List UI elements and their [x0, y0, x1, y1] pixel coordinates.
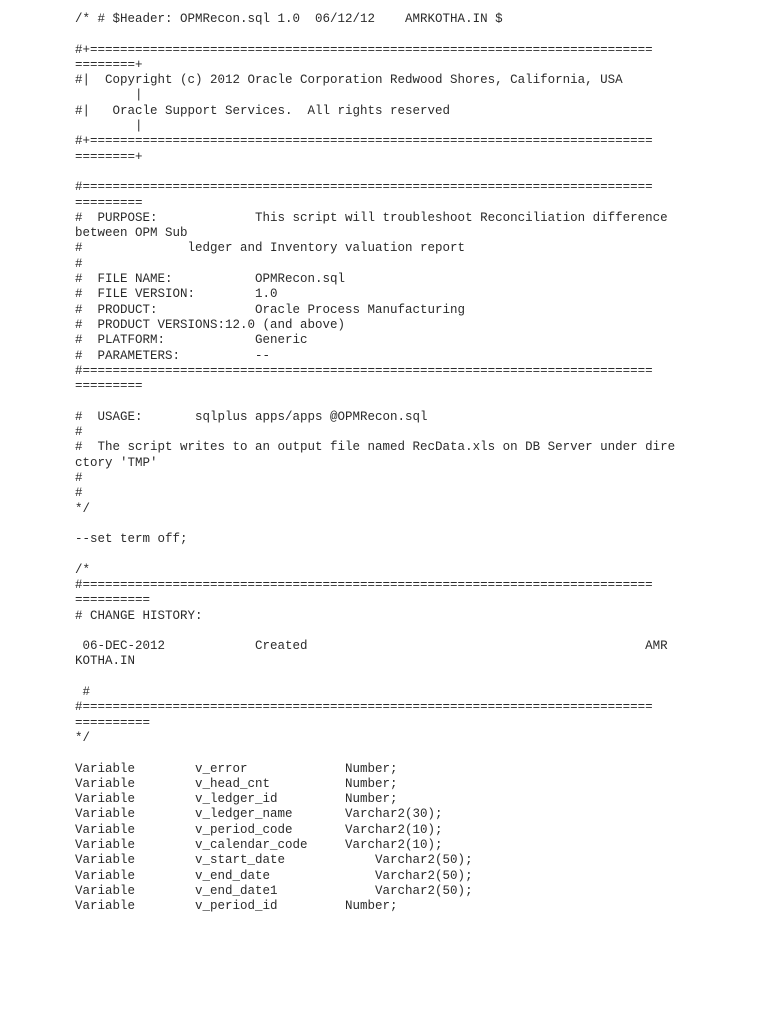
code-line: # PRODUCT VERSIONS:12.0 (and above)	[75, 317, 346, 332]
code-line: Variable v_ledger_id Number;	[75, 792, 398, 807]
code-line	[75, 394, 675, 409]
code-line: ctory 'TMP'	[75, 455, 158, 470]
code-line: ==========	[75, 593, 151, 608]
code-line: # FILE NAME: OPMRecon.sql	[75, 272, 346, 287]
code-line: #============================================================================	[75, 180, 653, 195]
code-line: # USAGE: sqlplus apps/apps @OPMRecon.sql	[75, 409, 428, 424]
code-line	[75, 27, 675, 42]
code-line: |	[75, 119, 143, 134]
code-line: #	[75, 425, 83, 440]
code-line	[75, 547, 675, 562]
code-line: KOTHA.IN	[75, 654, 136, 669]
code-line: 06-DEC-2012 Created AMR	[75, 639, 668, 654]
code-line: # CHANGE HISTORY:	[75, 608, 203, 623]
sql-script-text	[75, 12, 675, 915]
code-line: Variable v_period_code Varchar2(10);	[75, 822, 443, 837]
code-line: # PARAMETERS: --	[75, 348, 271, 363]
code-line: */	[75, 730, 91, 745]
code-line: /* # $Header: OPMRecon.sql 1.0 06/12/12 AMRKOTHA.IN $	[75, 12, 503, 26]
code-line: # FILE VERSION: 1.0	[75, 287, 278, 302]
code-line	[75, 670, 675, 685]
code-line: # The script writes to an output file named RecData.xls on DB Server under dire	[75, 440, 676, 455]
code-line: Variable v_start_date Varchar2(50);	[75, 853, 473, 868]
code-line: /*	[75, 562, 91, 577]
code-line: # PLATFORM: Generic	[75, 333, 308, 348]
code-line: |	[75, 88, 143, 103]
code-line: #============================================================================	[75, 363, 653, 378]
code-line: ========+	[75, 57, 143, 72]
code-line: Variable v_calendar_code Varchar2(10);	[75, 838, 443, 853]
code-line: =========	[75, 195, 143, 210]
code-line: */	[75, 501, 91, 516]
code-line: Variable v_end_date Varchar2(50);	[75, 868, 473, 883]
code-line: # ledger and Inventory valuation report	[75, 241, 466, 256]
code-line	[75, 746, 675, 761]
code-line: =========	[75, 379, 143, 394]
code-line: #	[75, 470, 83, 485]
code-line: between OPM Sub	[75, 226, 188, 241]
code-line: Variable v_error Number;	[75, 761, 398, 776]
code-line	[75, 165, 675, 180]
code-line: #============================================================================	[75, 700, 653, 715]
code-line: #	[75, 486, 83, 501]
code-line: Variable v_period_id Number;	[75, 899, 398, 914]
code-line: --set term off;	[75, 532, 188, 547]
code-line: #============================================================================	[75, 577, 653, 592]
code-line: #+===========================================================================	[75, 42, 653, 57]
code-line: #+===========================================================================	[75, 134, 653, 149]
code-line: # PURPOSE: This script will troubleshoot Reconciliation difference	[75, 210, 668, 225]
code-line	[75, 624, 675, 639]
code-line: #| Copyright (c) 2012 Oracle Corporation Redwood Shores, California, USA	[75, 73, 623, 88]
code-line: ==========	[75, 715, 151, 730]
code-line	[75, 517, 675, 532]
code-line: #	[75, 685, 91, 700]
code-line: Variable v_end_date1 Varchar2(50);	[75, 883, 473, 898]
code-line: #| Oracle Support Services. All rights reserved	[75, 103, 451, 118]
code-line: Variable v_head_cnt Number;	[75, 776, 398, 791]
code-line: # PRODUCT: Oracle Process Manufacturing	[75, 302, 466, 317]
code-line: #	[75, 256, 83, 271]
code-line: Variable v_ledger_name Varchar2(30);	[75, 807, 443, 822]
code-line: ========+	[75, 149, 143, 164]
